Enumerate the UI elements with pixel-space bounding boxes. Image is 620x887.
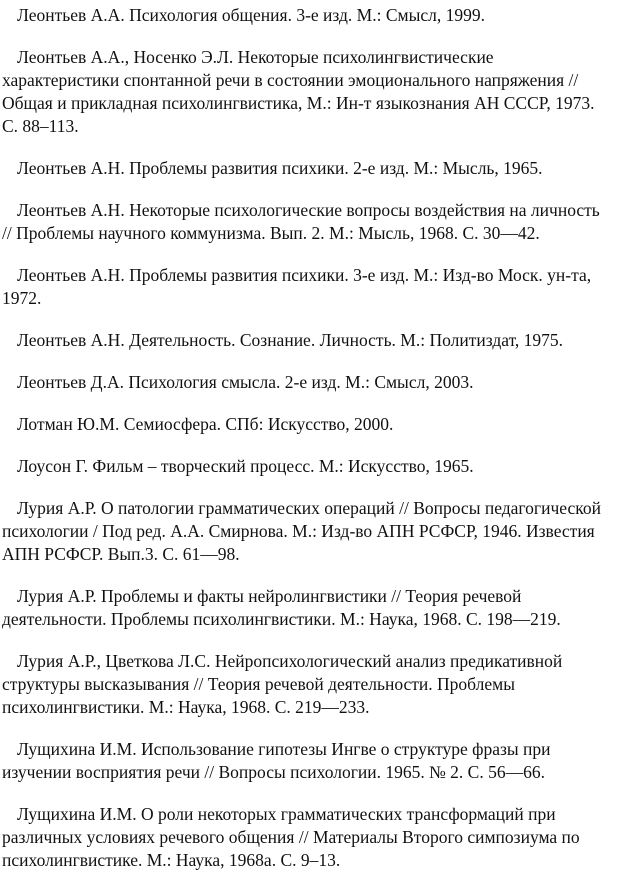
reference-entry: Леонтьев А.А., Носенко Э.Л. Некоторые психолингвистические характеристики спонтанной речи в состоянии эмоционального напряжения // Общая и прикладная психолингвистика, М.: Ин-т языкознания АН СССР, 1973. С. 88–113. [2, 47, 595, 136]
reference-entry: Лотман Ю.М. Семиосфера. СПб: Искусство, 2000. [17, 414, 394, 434]
reference-entry: Леонтьев А.Н. Некоторые психологические вопросы воздействия на личность // Проблемы научного коммунизма. Вып. 2. М.: Мысль, 1968. С. 30—42. [2, 200, 600, 243]
reference-entry: Лурия А.Р. Проблемы и факты нейролингвистики // Теория речевой деятельности. Проблемы психолингвистики. М.: Наука, 1968. С. 198—219. [2, 586, 561, 629]
reference-entry: Леонтьев А.Н. Проблемы развития психики. 2-е изд. М.: Мысль, 1965. [17, 158, 543, 178]
reference-entry: Лурия А.Р. О патологии грамматических операций // Вопросы педагогической психологии / Под ред. А.А. Смирнова. М.: Изд-во АПН РСФСР, 1946. Известия АПН РСФСР. Вып.3. С. 61—98. [2, 498, 601, 564]
reference-entry: Леонтьев А.Н. Проблемы развития психики. 3-е изд. М.: Изд-во Моск. ун-та, 1972. [2, 265, 592, 308]
reference-entry: Леонтьев Д.А. Психология смысла. 2-е изд. М.: Смысл, 2003. [17, 372, 474, 392]
reference-entry: Лущихина И.М. Использование гипотезы Ингве о структуре фразы при изучении восприятия речи // Вопросы психологии. 1965. № 2. С. 56—66. [2, 739, 551, 782]
reference-entry: Лоусон Г. Фильм – творческий процесс. М.: Искусство, 1965. [17, 456, 474, 476]
reference-entry: Леонтьев А.Н. Деятельность. Сознание. Личность. М.: Политиздат, 1975. [17, 330, 564, 350]
reference-entry: Лурия А.Р., Цветкова Л.С. Нейропсихологический анализ предикативной структуры высказывания // Теория речевой деятельности. Проблемы психолингвистики. М.: Наука, 1968. С. 219—233. [2, 651, 563, 717]
reference-entry: Леонтьев А.А. Психология общения. 3-е изд. М.: Смысл, 1999. [17, 5, 485, 25]
reference-entry: Лущихина И.М. О роли некоторых грамматических трансформаций при различных условиях речевого общения // Материалы Второго симпозиума по психолингвистике. М.: Наука, 1968а. С. 9–13. [2, 804, 580, 870]
